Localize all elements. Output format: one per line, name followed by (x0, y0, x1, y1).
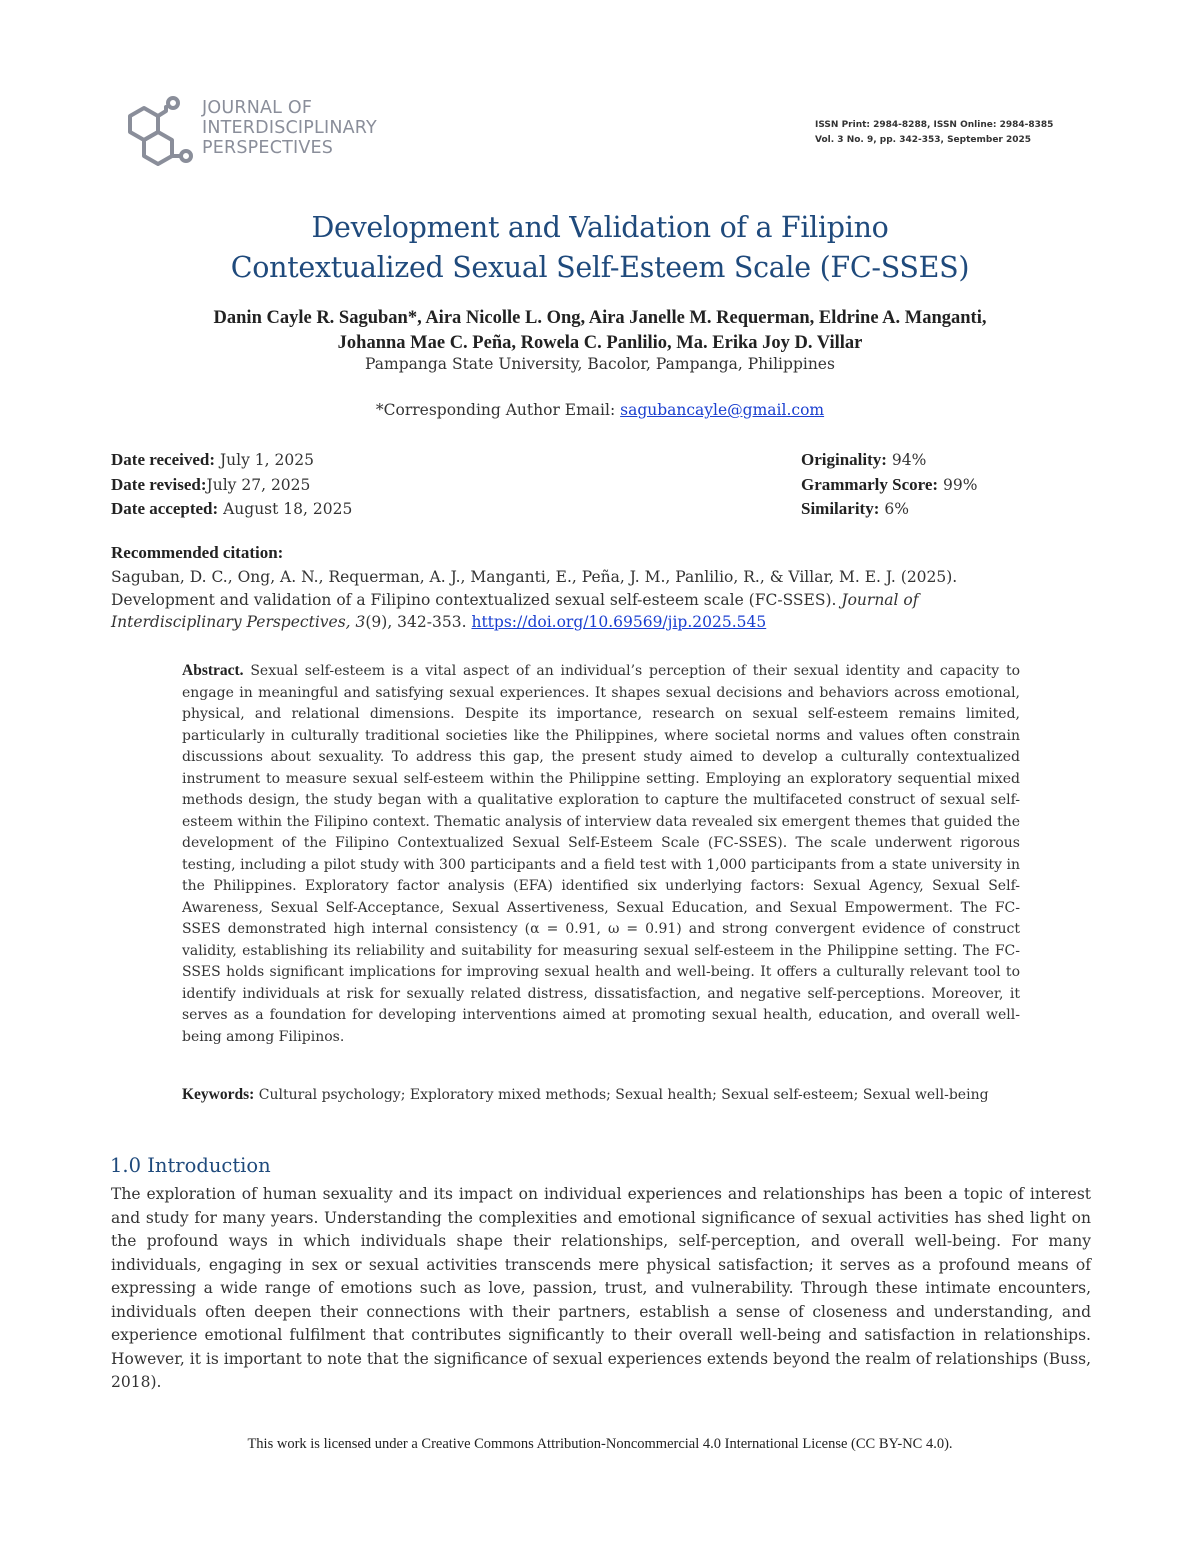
journal-name (202, 98, 377, 158)
date-received-value: July 1, 2025 (219, 451, 314, 469)
keywords-label: Keywords: (182, 1086, 255, 1103)
issn-info (815, 118, 1075, 148)
corresponding-label: *Corresponding Author Email: (375, 401, 616, 419)
introduction-paragraph: The exploration of human sexuality and its impact on individual experiences and relationships has been a topic of interest and study for many years. Understanding the complexities and emotional significance of sexual activities has shed light on the profound ways in which individuals shape their relationships, self-perception, and overall well-being. For many individuals, engaging in sex or sexual activities transcends mere physical satisfaction; it serves as a profound means of expressing a wide range of emotions such as love, passion, trust, and vulnerability. Through these intimate encounters, individuals often deepen their connections with their partners, establish a sense of closeness and understanding, and experience emotional fulfilment that contributes significantly to their overall well-being and satisfaction in relationships. However, it is important to note that the significance of sexual experiences extends beyond the realm of relationships (Buss, 2018). (111, 1185, 1091, 1391)
corresponding-email-link[interactable]: sagubancayle@gmail.com (620, 401, 825, 419)
citation-text: Saguban, D. C., Ong, A. N., Requerman, A. J., Manganti, E., Peña, J. M., Panlilio, R., & Villar, M. E. J. (2025). Development and validation of a Filipino contextualized sexual self-esteem scale (FC-SSES). (111, 568, 958, 609)
date-revised-value: July 27, 2025 (206, 475, 311, 494)
originality-value: 94% (891, 451, 927, 469)
paper-title (0, 208, 1200, 288)
journal-name-line: INTERDISCIPLINARY (202, 118, 377, 138)
citation-heading: Recommended citation: (111, 543, 284, 562)
volume-line: Vol. 3 No. 9, pp. 342-353, September 2025 (815, 135, 1032, 145)
citation-issue-pages: (9), 342-353. (365, 613, 467, 631)
abstract-label: Abstract. (182, 662, 244, 679)
affiliation: Pampanga State University, Bacolor, Pampanga, Philippines (365, 355, 835, 373)
citation-journal: Journal of Interdisciplinary Perspectives, 3 (111, 590, 919, 631)
author-list (0, 306, 1200, 356)
journal-name-line: PERSPECTIVES (202, 138, 334, 158)
doi-link[interactable]: https://doi.org/10.69569/jip.2025.545 (471, 613, 767, 631)
authors-line: Johanna Mae C. Peña, Rowela C. Panlilio, Ma. Erika Joy D. Villar (337, 333, 863, 353)
date-revised-label: Date revised: (111, 474, 207, 494)
title-line: Contextualized Sexual Self-Esteem Scale (FC-SSES) (230, 251, 970, 284)
journal-name-line: JOURNAL OF (202, 98, 313, 118)
date-received-label: Date received: (111, 450, 215, 469)
keywords-text: Cultural psychology; Exploratory mixed methods; Sexual health; Sexual self-esteem; Sexual well-being (258, 1087, 989, 1103)
title-line: Development and Validation of a Filipino (311, 211, 889, 244)
corresponding-author (0, 400, 1200, 420)
journal-logo (126, 96, 377, 168)
license-footer: This work is licensed under a Creative Commons Attribution-Noncommercial 4.0 International License (CC BY-NC 4.0). (247, 1436, 953, 1452)
hexagon-molecule-icon (126, 96, 194, 168)
recommended-citation (111, 566, 1041, 634)
quality-scores (801, 448, 977, 522)
keywords (182, 1084, 1020, 1107)
similarity-value: 6% (884, 500, 909, 518)
originality-label: Originality: (801, 450, 887, 469)
date-accepted-label: Date accepted: (111, 499, 219, 518)
similarity-label: Similarity: (801, 499, 880, 518)
issn-line: ISSN Print: 2984-8288, ISSN Online: 2984-8385 (815, 120, 1054, 130)
grammarly-label: Grammarly Score: (801, 474, 939, 494)
section-heading-introduction: 1.0 Introduction (110, 1154, 271, 1177)
abstract (182, 660, 1020, 1048)
date-accepted-value: August 18, 2025 (223, 500, 353, 518)
publication-dates (111, 448, 352, 522)
abstract-text: Sexual self-esteem is a vital aspect of an individual’s perception of their sexual identity and capacity to engage in meaningful and satisfying sexual experiences. It shapes sexual decisions and behaviors across emotional, physical, and relational dimensions. Despite its importance, research on sexual self-esteem remains limited, particularly in culturally traditional societies like the Philippines, where societal norms and values often constrain discussions about sexuality. To address this gap, the present study aimed to develop a culturally contextualized instrument to measure sexual self-esteem within the Philippine setting. Employing an exploratory sequential mixed methods design, the study began with a qualitative exploration to capture the multifaceted construct of sexual self-esteem within the Filipino context. Thematic analysis of interview data revealed six emergent themes that guided the development of the Filipino Contextualized Sexual Self-Esteem Scale (FC-SSES). The scale underwent rigorous testing, including a pilot study with 300 participants and a field test with 1,000 participants from a state university in the Philippines. Exploratory factor analysis (EFA) identified six underlying factors: Sexual Agency, Sexual Self-Awareness, Sexual Self-Acceptance, Sexual Assertiveness, Sexual Education, and Sexual Empowerment. The FC-SSES demonstrated high internal consistency (α = 0.91, ω = 0.91) and strong convergent evidence of construct validity, establishing its reliability and suitability for measuring sexual self-esteem in the Philippine setting. The FC-SSES holds significant implications for improving sexual health and well-being. It offers a culturally relevant tool to identify individuals at risk for sexually related distress, dissatisfaction, and negative self-perceptions. Moreover, it serves as a foundation for developing interventions aimed at promoting sexual health, education, and overall well-being among Filipinos. (182, 663, 1021, 1045)
grammarly-value: 99% (943, 475, 978, 494)
authors-line: Danin Cayle R. Saguban*, Aira Nicolle L. Ong, Aira Janelle M. Requerman, Eldrine A. Manganti, (213, 308, 987, 328)
